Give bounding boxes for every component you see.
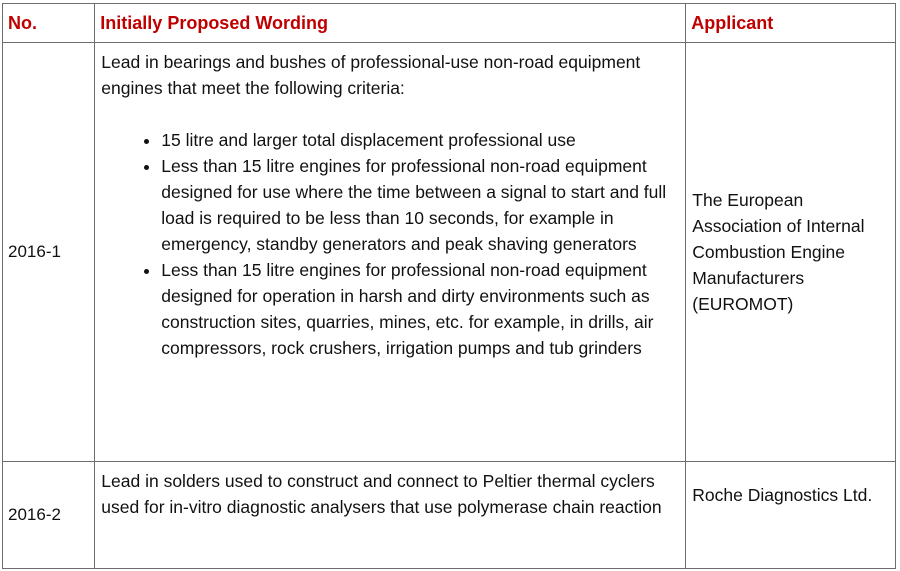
applicant-cell: Roche Diagnostics Ltd. [686, 462, 896, 569]
wording-intro: Lead in bearings and bushes of professional-use non-road equipment engines that meet the following criteria: [101, 52, 641, 98]
wording-intro: Lead in solders used to construct and connect to Peltier thermal cyclers used for in-vitro diagnostic analysers that use polymerase chain reaction [101, 471, 662, 517]
row-number: 2016-2 [3, 462, 95, 569]
list-item: • Less than 15 litre engines for professional non-road equipment designed for operation in harsh and dirty environments such as construction sites, quarries, mines, etc. for example, in drills, air compressors, rock crushers, irrigation pumps and tub grinders [161, 257, 677, 361]
row-number: 2016-1 [3, 43, 95, 462]
exemption-table [2, 3, 896, 569]
applicant-cell: The European Association of Internal Combustion Engine Manufacturers (EUROMOT) [686, 43, 896, 462]
list-item: • 15 litre and larger total displacement professional use [161, 127, 677, 153]
list-item: • Less than 15 litre engines for professional non-road equipment designed for use where the time between a signal to start and full load is required to be less than 10 seconds, for example in emergency, standby generators and peak shaving generators [161, 153, 677, 257]
header-row [3, 4, 896, 43]
header-applicant: Applicant [686, 4, 896, 43]
wording-cell [95, 43, 686, 462]
wording-cell [95, 462, 686, 569]
table-row [3, 43, 896, 462]
header-no: No. [3, 4, 95, 43]
table-row [3, 462, 896, 569]
criteria-list [101, 127, 677, 361]
header-wording: Initially Proposed Wording [95, 4, 686, 43]
